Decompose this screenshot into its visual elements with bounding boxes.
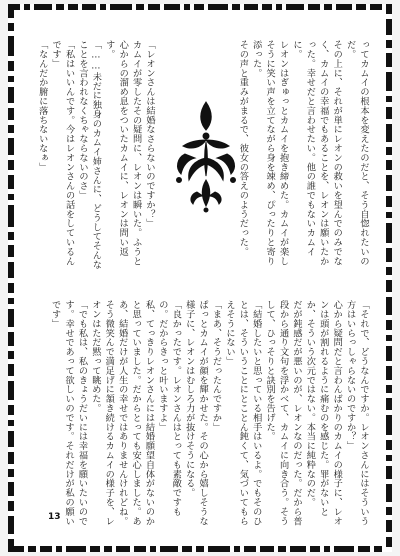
border-segment xyxy=(386,385,392,393)
border-segment xyxy=(8,108,14,120)
border-segment xyxy=(356,4,366,10)
border-segment xyxy=(8,431,14,447)
border-segment xyxy=(8,262,14,278)
border-segment xyxy=(386,346,392,362)
border-segment xyxy=(28,546,36,552)
border-segment xyxy=(116,546,130,552)
border-segment xyxy=(244,546,256,552)
border-segment xyxy=(310,546,320,552)
border-segment xyxy=(336,4,352,10)
border-segment xyxy=(8,405,14,415)
border-segment xyxy=(386,484,392,502)
border-segment xyxy=(232,4,240,10)
border-segment xyxy=(8,160,14,170)
paragraph: 「でも私は、私のきょうだいには幸福を願いたいのです。幸せであって欲しいのです。それだけが私の願いです」 xyxy=(49,300,88,526)
border-segment xyxy=(276,4,282,10)
border-segment xyxy=(358,546,370,552)
border-segment xyxy=(278,546,286,552)
border-segment xyxy=(386,72,392,92)
border-segment xyxy=(184,4,190,10)
border-segment xyxy=(308,4,320,10)
lower-text-column xyxy=(40,300,370,532)
left-border-strip xyxy=(8,4,14,552)
border-segment xyxy=(8,175,14,189)
border-segment xyxy=(386,366,392,380)
border-segment xyxy=(386,248,392,262)
paragraph: 「まあ、そうだったんですか」 xyxy=(210,300,222,432)
border-segment xyxy=(100,4,106,10)
border-segment xyxy=(40,546,52,552)
border-segment xyxy=(8,482,14,496)
border-segment xyxy=(34,4,52,10)
paragraph: 「それで、どうなんですか。レオンさんにはそういう方はいらっしゃらないのですか？」 xyxy=(344,300,369,526)
border-segment xyxy=(386,196,392,208)
border-segment xyxy=(160,546,178,552)
right-border-strip xyxy=(386,4,392,552)
top-border-strip xyxy=(8,4,392,10)
border-segment xyxy=(110,4,132,10)
border-segment xyxy=(8,516,14,534)
border-segment xyxy=(386,212,392,218)
border-segment xyxy=(8,539,14,547)
border-segment xyxy=(68,4,78,10)
border-segment xyxy=(234,546,240,552)
border-segment xyxy=(386,175,392,191)
border-segment xyxy=(8,351,14,359)
border-segment xyxy=(370,4,382,10)
border-segment xyxy=(208,4,228,10)
border-segment xyxy=(8,36,14,56)
border-segment xyxy=(324,546,330,552)
border-segment xyxy=(386,4,392,14)
border-segment xyxy=(386,466,392,480)
border-segment xyxy=(8,420,14,426)
paragraph: 心から疑問だと言わんばかりのカムイの様子に、レオンは頭が割れるように痛むのを感じた。罪がないとか、そういう次元ではない。本当に純粋なのだ。 xyxy=(304,300,343,526)
border-segment xyxy=(8,332,14,346)
upper-left-text-column xyxy=(36,40,156,272)
border-segment xyxy=(8,364,14,376)
border-segment xyxy=(386,320,392,330)
border-segment xyxy=(386,160,392,170)
border-segment xyxy=(8,76,14,82)
border-segment xyxy=(386,520,392,532)
bottom-border-strip xyxy=(8,546,392,552)
border-segment xyxy=(386,537,392,547)
border-segment xyxy=(8,232,14,240)
border-segment xyxy=(334,546,354,552)
border-segment xyxy=(56,4,64,10)
border-segment xyxy=(386,124,392,142)
fleur-ornament-icon xyxy=(171,96,241,216)
border-segment xyxy=(82,4,96,10)
border-segment xyxy=(8,61,14,71)
border-segment xyxy=(164,4,180,10)
border-segment xyxy=(8,87,14,103)
paragraph: 「……未だに独身のカムイ姉さんに、どうしてそんなことを言われなくちゃならないのさ」 xyxy=(76,40,102,270)
paragraph: 「私はいいんです。今はレオンさんの話をしているんです」 xyxy=(50,40,75,266)
border-segment xyxy=(8,194,14,200)
border-segment xyxy=(374,546,382,552)
paragraph: そう微笑んで満足げに頷き続けるカムイの様子を、レオンはただ黙って眺めた。 xyxy=(89,300,115,526)
border-segment xyxy=(196,546,204,552)
border-segment xyxy=(8,309,14,327)
border-segment xyxy=(8,4,14,18)
border-segment xyxy=(244,4,258,10)
border-segment xyxy=(66,546,86,552)
border-segment xyxy=(8,138,14,156)
paragraph: カムイが零したその疑問に、レオンは瞬いた。ふうと心からの溜め息をついたカムイに、レオンは問い返す。 xyxy=(103,40,142,266)
border-segment xyxy=(8,381,14,401)
border-segment xyxy=(136,4,144,10)
border-segment xyxy=(134,546,146,552)
paragraph: その声と重みがまるで、彼女の答えのようだった。 xyxy=(237,40,249,257)
border-segment xyxy=(386,96,392,102)
paragraph: ってカムイの根本を変えたのだと、そう自惚れたいのだ。 xyxy=(344,40,369,266)
border-segment xyxy=(260,546,274,552)
border-segment xyxy=(8,298,14,304)
border-segment xyxy=(386,297,392,315)
border-segment xyxy=(386,280,392,292)
book-page xyxy=(8,4,392,552)
border-segment xyxy=(262,4,272,10)
border-segment xyxy=(182,546,192,552)
border-segment xyxy=(24,4,30,10)
upper-right-text-column xyxy=(237,40,370,272)
border-segment xyxy=(8,205,14,227)
border-segment xyxy=(386,223,392,243)
paragraph: 「良かったです。レオンさんはとっても素敵ですもの。だからきっと叶いますよ」 xyxy=(156,300,182,517)
border-segment xyxy=(386,53,392,67)
border-segment xyxy=(324,4,332,10)
border-segment xyxy=(8,469,14,477)
border-segment xyxy=(386,147,392,155)
border-segment xyxy=(290,546,306,552)
paragraph: 「結婚したいと思っている相手はいるよ。でもそのひとは、そういうことにとことん鈍くて、気づいてもらえそうにない」 xyxy=(223,300,262,526)
paragraph: だが鈍感だが悪いのが、レオンなのだった。だから普段から通り文句を浮かべて、カムイに向き合う。そうして、ひっそりと訣別を告げた。 xyxy=(264,300,302,526)
border-segment xyxy=(194,4,204,10)
border-segment xyxy=(386,19,392,35)
border-segment xyxy=(386,440,392,450)
border-segment xyxy=(208,546,230,552)
border-segment xyxy=(104,546,112,552)
border-segment xyxy=(286,4,304,10)
border-segment xyxy=(8,452,14,464)
border-segment xyxy=(386,40,392,48)
border-segment xyxy=(90,546,100,552)
border-segment xyxy=(386,335,392,341)
border-segment xyxy=(148,4,160,10)
paragraph: 「なんだか腑に落ちないなぁ」 xyxy=(36,40,48,172)
paragraph: 「レオンさんは結婚なさらないのですか？」 xyxy=(144,40,155,228)
border-segment xyxy=(8,283,14,293)
border-segment xyxy=(8,501,14,511)
border-segment xyxy=(386,455,392,461)
border-segment xyxy=(386,398,392,410)
border-segment xyxy=(386,415,392,435)
border-segment xyxy=(386,107,392,119)
paragraph: ぱっとカムイが顔を輝かせた。その心から嬉しそうな様子に、レオンはむしろ力が抜けそうになる。 xyxy=(183,300,209,526)
page-number: 13 xyxy=(48,512,61,522)
paragraph: レオンはぎゅっとカムイを抱き締めた。カムイが楽しそうに笑い声を立てながら身を竦め、ぴったりと寄り添った。 xyxy=(250,40,289,266)
paragraph: その上に、それが単にレオンの救いを望んでのみでなく、カムイの幸福でもあることを、レオンは願いたかった。幸せだと言わせたい。他の誰でもないカムイに。 xyxy=(290,40,343,266)
paragraph: 私、てっきりレオンさんには結婚願望自体がないのかと思っていました。だからとっても安心しました。ああ、結婚だけが人生の幸せではありませんけれどね。 xyxy=(116,300,155,526)
border-segment xyxy=(8,23,14,31)
border-segment xyxy=(8,125,14,133)
border-segment xyxy=(8,245,14,257)
border-segment xyxy=(150,546,156,552)
border-segment xyxy=(56,546,62,552)
border-segment xyxy=(386,267,392,275)
border-segment xyxy=(386,507,392,515)
